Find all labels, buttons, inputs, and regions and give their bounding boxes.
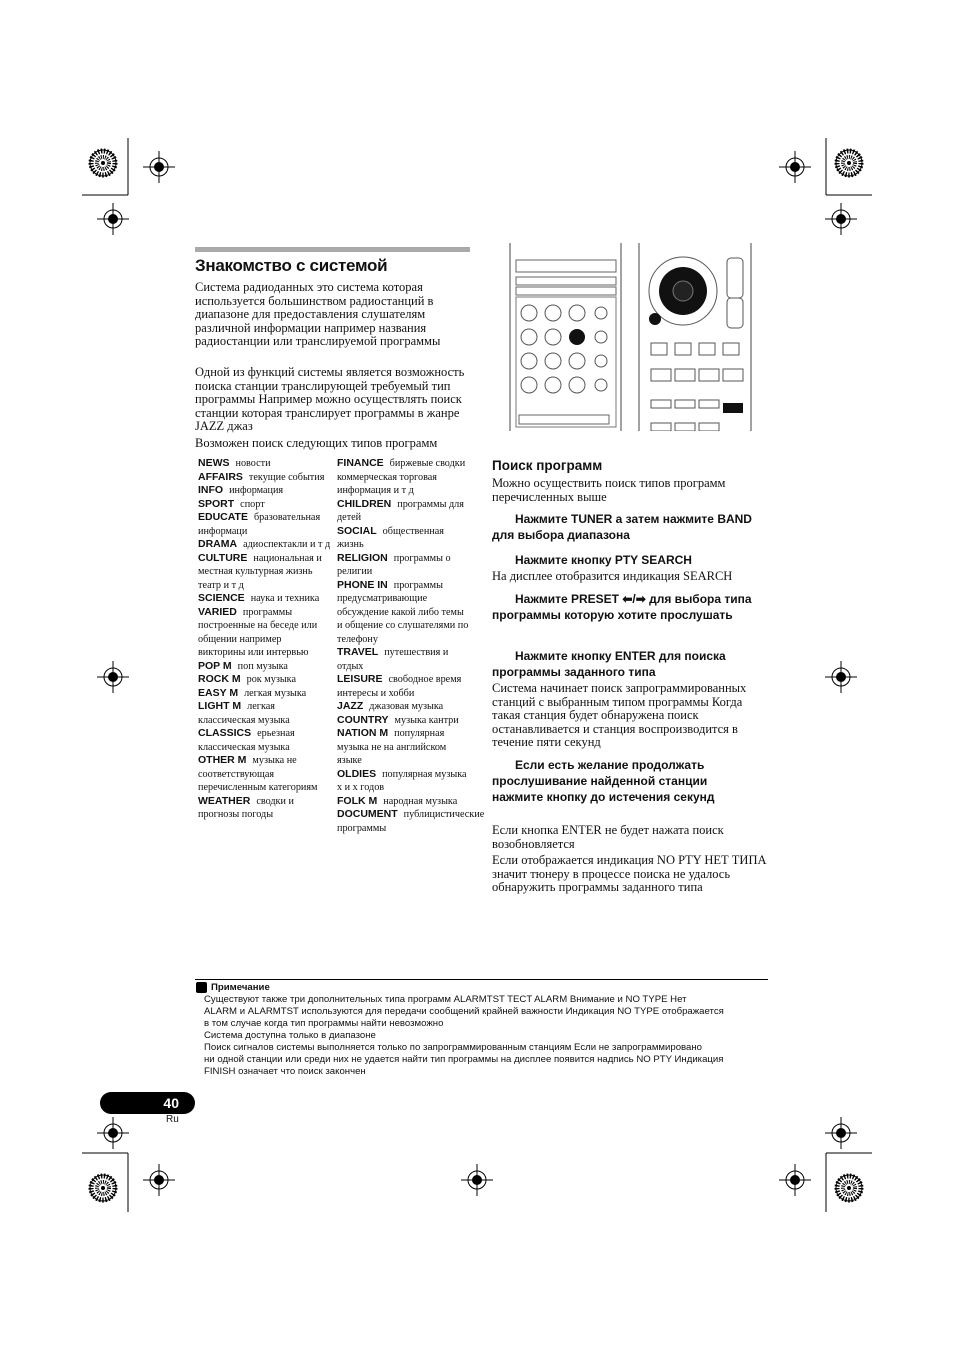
program-type-desc: народная музыка <box>383 795 458 807</box>
program-type-code: FINANCE <box>337 457 384 469</box>
program-types-left <box>198 457 331 822</box>
program-type-code: DRAMA <box>198 538 238 550</box>
program-type-desc: текущие события <box>248 471 325 483</box>
program-type-item <box>198 511 331 538</box>
note-line: Существуют также три дополнительных типа программ ALARMTST TECT ALARM Внимание и NO TYPE Нет <box>204 994 687 1005</box>
program-type-item <box>337 552 470 579</box>
program-type-code: AFFAIRS <box>198 470 243 483</box>
program-type-item <box>337 727 470 768</box>
program-type-desc: джазовая музыка <box>369 701 444 712</box>
program-type-desc: публицистические программы <box>337 809 485 834</box>
note-line: Система доступна только в диапазоне <box>204 1030 376 1041</box>
note-line: Поиск сигналов системы выполняется только по запрограммированным станциям Если не запрограммировано <box>204 1042 703 1053</box>
program-type-item <box>337 498 470 525</box>
program-type-desc: поп музыка <box>237 660 288 672</box>
note-line: ни одной станции или среди них не удается найти тип программы на дисплее появится надпись NO PTY Индикация <box>204 1054 724 1065</box>
program-types-right <box>337 457 485 835</box>
search-intro: Можно осуществить поиск типов программ перечисленных выше <box>492 476 726 504</box>
program-type-desc: программы для детей <box>337 498 464 523</box>
note-divider <box>195 979 768 980</box>
note-icon <box>196 982 207 993</box>
program-type-code: LEISURE <box>337 673 383 685</box>
step-3: Нажмите PRESET ⬅/➡ для выбора типа программы которую хотите прослушать <box>492 592 752 622</box>
note-line: в том случае когда тип программы найти невозможно <box>204 1018 444 1029</box>
program-type-item <box>198 457 331 471</box>
program-type-code: OLDIES <box>337 767 377 780</box>
program-type-desc: наука и техника <box>250 593 320 604</box>
step-2-text: На дисплее отобразится индикация SEARCH <box>492 569 733 583</box>
program-type-item <box>337 646 470 673</box>
program-type-desc: музыка кантри <box>394 714 459 726</box>
program-type-item <box>198 673 331 687</box>
program-type-item <box>198 660 331 674</box>
program-type-desc: новости <box>235 458 271 469</box>
program-type-item <box>337 673 470 700</box>
program-type-code: INFO <box>198 484 224 496</box>
program-type-code: COUNTRY <box>337 713 389 726</box>
program-type-desc: спорт <box>240 498 265 510</box>
program-type-code: SPORT <box>198 497 235 510</box>
program-type-item <box>198 552 331 593</box>
program-type-item <box>198 498 331 512</box>
program-type-item <box>198 795 331 822</box>
program-type-desc: бразовательная информаци <box>198 512 321 537</box>
program-type-code: CHILDREN <box>337 497 392 510</box>
program-type-code: JAZZ <box>337 700 364 712</box>
program-type-desc: рок музыка <box>246 674 297 685</box>
program-type-desc: программы построенные на беседе или общении например викторины или интервью <box>198 606 318 658</box>
program-type-code: VARIED <box>198 605 237 618</box>
intro-paragraph-2: Одной из функций системы является возможность поиска станции транслирующей требуемый тип программы Например можно осуществлять поиск станции которая транслирует программы в жанре JAZZ джаз <box>195 365 465 434</box>
program-type-desc: легкая классическая музыка <box>198 701 290 726</box>
program-type-item <box>198 700 331 727</box>
program-type-item <box>198 754 331 795</box>
program-type-code: ROCK M <box>198 673 241 685</box>
search-title: Поиск программ <box>492 458 603 473</box>
page-number: 40 <box>100 1092 195 1114</box>
program-type-item <box>337 457 470 498</box>
intro-paragraph-1: Система радиоданных это система которая используется большинством радиостанций в диапазоне для предоставления слушателям различной информации например названия радиостанции или транслируемой программы <box>195 280 441 349</box>
language-code: Ru <box>166 1114 179 1125</box>
program-type-desc: свободное время интересы и хобби <box>337 674 462 699</box>
step-5: Если есть желание продолжать прослушивание найденной станции нажмите кнопку до истечения секунд <box>492 758 715 804</box>
program-type-item <box>337 808 485 835</box>
note-heading: Примечание <box>211 982 270 993</box>
program-type-code: SCIENCE <box>198 592 245 604</box>
program-type-code: FOLK M <box>337 794 378 807</box>
program-type-item <box>337 768 470 795</box>
note-body <box>204 994 770 1078</box>
remote-control-illustration <box>505 243 755 431</box>
program-type-desc: программы предусматривающие обсуждение какой либо темы и общение со слушателями по телефону <box>337 579 469 645</box>
program-type-code: DOCUMENT <box>337 808 398 820</box>
program-type-item <box>198 484 331 498</box>
program-type-code: RELIGION <box>337 551 388 564</box>
program-type-desc: популярная музыка х и х годов <box>337 768 467 793</box>
program-type-item <box>198 727 331 754</box>
program-type-code: SOCIAL <box>337 524 377 537</box>
note-line: FINISH означает что поиск закончен <box>204 1066 366 1077</box>
program-type-desc: легкая музыка <box>244 687 307 699</box>
program-type-item <box>198 606 331 660</box>
step-4: Нажмите кнопку ENTER для поиска программы заданного типа <box>492 649 726 679</box>
program-type-item <box>198 538 331 552</box>
program-type-item <box>198 471 331 485</box>
program-type-item <box>198 592 331 606</box>
program-type-desc: путешествия и отдых <box>337 647 449 672</box>
program-type-code: WEATHER <box>198 794 251 807</box>
program-type-item <box>337 795 470 809</box>
step-1: Нажмите TUNER а затем нажмите BAND для выбора диапазона <box>492 512 752 542</box>
program-type-desc: информация <box>229 485 284 496</box>
program-type-code: CLASSICS <box>198 727 252 739</box>
step-2: Нажмите кнопку PTY SEARCH <box>515 553 692 567</box>
intro-paragraph-3: Возможен поиск следующих типов программ <box>195 436 438 450</box>
program-type-code: TRAVEL <box>337 646 379 658</box>
program-type-code: EDUCATE <box>198 511 248 523</box>
program-type-code: CULTURE <box>198 551 248 564</box>
program-type-item <box>337 579 470 647</box>
program-type-item <box>337 700 470 714</box>
program-type-desc: популярная музыка не на английском языке <box>337 728 447 766</box>
program-type-desc: сводки и прогнозы погоды <box>198 795 294 820</box>
step-5-text-2: Если отображается индикация NO PTY НЕТ ТИПА значит тюнеру в процессе поиска не удалось обнаружить программы заданного типа <box>492 853 767 895</box>
program-type-item <box>337 714 470 728</box>
program-type-code: NATION M <box>337 727 389 739</box>
program-type-desc: адиоспектакли и т д <box>243 539 331 550</box>
program-type-code: NEWS <box>198 457 230 469</box>
program-type-code: EASY M <box>198 686 239 699</box>
program-type-desc: музыка не соответствующая перечисленным категориям <box>198 755 318 793</box>
program-type-code: POP M <box>198 659 232 672</box>
step-5-text-1: Если кнопка ENTER не будет нажата поиск возобновляется <box>492 823 724 851</box>
program-type-desc: программы о религии <box>337 552 451 577</box>
program-type-code: OTHER M <box>198 754 247 766</box>
step-4-text: Система начинает поиск запрограммированных станций с выбранным типом программы Когда такая станция будет обнаружена поиск останавливается и станция воспроизводится в течение пяти секунд <box>492 681 747 750</box>
program-type-desc: общественная жизнь <box>337 525 444 550</box>
program-type-desc: национальная и местная культурная жизнь театр и т д <box>198 552 322 591</box>
note-line: ALARM и ALARMTST используются для передачи сообщений крайней важности Индикация NO TYPE отображается <box>204 1006 724 1017</box>
program-type-code: LIGHT M <box>198 700 242 712</box>
program-type-desc: биржевые сводки коммерческая торговая информация и т д <box>337 458 466 496</box>
program-type-item <box>337 525 470 552</box>
section-title: Знакомство с системой <box>195 256 388 275</box>
section-bar <box>195 247 470 252</box>
program-type-desc: ерьезная классическая музыка <box>198 728 295 753</box>
program-type-code: PHONE IN <box>337 578 388 591</box>
program-type-item <box>198 687 331 701</box>
